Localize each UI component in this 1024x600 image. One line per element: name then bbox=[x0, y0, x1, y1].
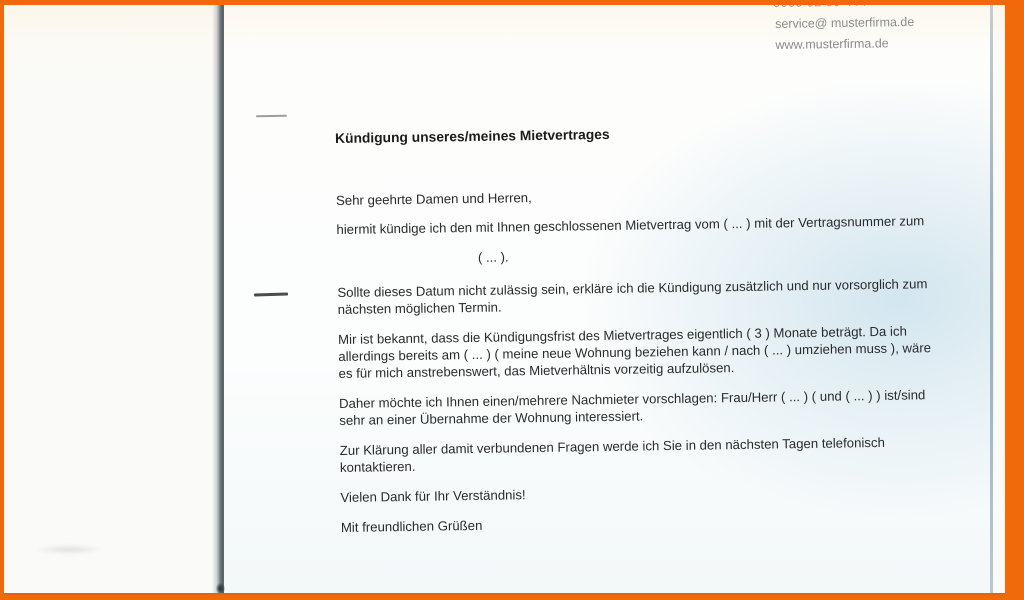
orange-border-right bbox=[1005, 0, 1024, 600]
paper-right-edge bbox=[990, 5, 993, 593]
paragraph-notice-period: Mir ist bekannt, dass die Kündigungsfrist des Mietvertrages eigentlich ( 3 ) Monate beträgt. Da ich allerdings bereits am ( ... ) ( meine neue Wohnung beziehen kann / nach ( ... ) umziehen muss ), wäre es für mich anstrebenswert, das Mietverhältnis vorzeitig aufzulösen. bbox=[337, 323, 932, 381]
orange-border-left bbox=[0, 0, 4, 600]
paragraph-successor-proposal: Daher möchte ich Ihnen einen/mehrere Nachmieter vorschlagen: Frau/Herr ( ... ) ( und ( ... ) ) ist/sind sehr an einer Übernahme der Wohnung interessiert. bbox=[338, 387, 926, 428]
paragraph-fallback-termination: Sollte dieses Datum nicht zulässig sein, erkläre ich die Kündigung zusätzlich und nur vorsorglich zum nächsten möglichen Termin. bbox=[337, 276, 928, 317]
paragraph-contact-followup: Zur Klärung aller damit verbundenen Fragen werde ich Sie in den nächsten Tagen telefonisch kontaktieren. bbox=[339, 434, 885, 475]
faint-watermark bbox=[36, 545, 102, 554]
letter-paper bbox=[222, 5, 994, 593]
paper-left-edge-shadow bbox=[212, 5, 224, 593]
fold-mark-middle bbox=[254, 293, 288, 296]
scan-edge-tint bbox=[4, 0, 7, 600]
letter-subject: Kündigung unseres/meines Mietvertrages bbox=[335, 126, 610, 146]
paragraph-thanks: Vielen Dank für Ihr Verständnis! bbox=[340, 487, 526, 505]
letterhead-email: service@ musterfirma.de bbox=[775, 14, 915, 31]
fold-mark-top bbox=[256, 115, 287, 118]
letter-body bbox=[335, 121, 991, 536]
orange-border-bottom bbox=[0, 593, 1024, 600]
letterhead-contact-block bbox=[775, 12, 915, 56]
paragraph-closing: Mit freundlichen Grüßen bbox=[340, 517, 483, 535]
letter-salutation: Sehr geehrte Damen und Herren, bbox=[335, 190, 532, 208]
letterhead-website: www.musterfirma.de bbox=[775, 36, 889, 52]
paragraph-date-placeholder: ( ... ). bbox=[477, 249, 509, 265]
paragraph-contract: hiermit kündige ich den mit Ihnen geschlossenen Mietvertrag vom ( ... ) mit der Vertragsnummer zum bbox=[336, 213, 925, 237]
orange-border-top bbox=[0, 0, 1024, 5]
